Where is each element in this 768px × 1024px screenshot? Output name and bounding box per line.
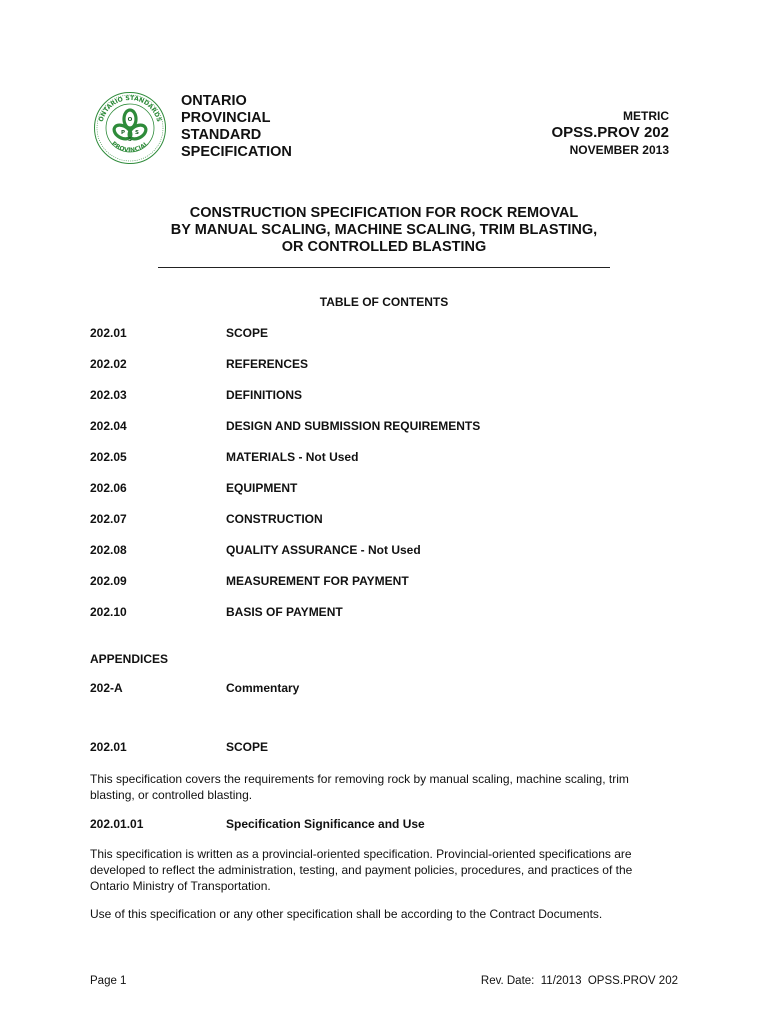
toc-item-number: 202.07 (90, 512, 127, 526)
toc-heading: TABLE OF CONTENTS (319, 295, 449, 309)
revision-info: Rev. Date: 11/2013 OPSS.PROV 202 (480, 975, 678, 987)
toc-item-title: SCOPE (226, 326, 269, 340)
toc-item-title: MATERIALS - Not Used (226, 450, 359, 464)
seal-letter-o: O (127, 117, 133, 123)
seal-letter-p: P (120, 130, 126, 136)
toc-item-title: EQUIPMENT (226, 481, 298, 495)
ops-seal-logo (93, 91, 167, 165)
toc-item-number: 202.05 (90, 450, 127, 464)
toc-item-title: BASIS OF PAYMENT (226, 605, 343, 619)
toc-item-number: 202.06 (90, 481, 127, 495)
metric-label: METRIC (623, 109, 669, 123)
toc-item-title: CONSTRUCTION (226, 512, 323, 526)
toc-item-number: 202.01 (90, 326, 127, 340)
toc-item-title: Commentary (226, 681, 300, 695)
toc-item-number: 202.02 (90, 357, 127, 371)
toc-item-title: DESIGN AND SUBMISSION REQUIREMENTS (226, 419, 481, 433)
page-number: Page 1 (90, 975, 127, 987)
paragraph-line: Ontario Ministry of Transportation. (90, 879, 271, 893)
org-line: SPECIFICATION (181, 144, 292, 160)
paragraph-line: developed to reflect the administration, testing, and payment policies, procedures, and practices of the (90, 863, 633, 877)
toc-item-number: 202.03 (90, 388, 127, 402)
org-line: PROVINCIAL (181, 110, 271, 126)
appendices-heading: APPENDICES (90, 652, 169, 666)
org-line: STANDARD (181, 127, 262, 143)
title-divider (158, 267, 610, 268)
document-number: OPSS.PROV 202 (551, 124, 669, 141)
toc-item-number: 202.10 (90, 605, 127, 619)
title-line: CONSTRUCTION SPECIFICATION FOR ROCK REMOVAL (189, 205, 579, 221)
scope-paragraph (90, 771, 678, 803)
toc-item-number: 202-A (90, 681, 123, 695)
subsection-title: Specification Significance and Use (226, 817, 425, 831)
toc-item-title: QUALITY ASSURANCE - Not Used (226, 543, 421, 557)
section-number: 202.01 (90, 740, 127, 754)
document-date: NOVEMBER 2013 (569, 143, 669, 157)
toc-item-title: MEASUREMENT FOR PAYMENT (226, 574, 409, 588)
paragraph-line: This specification covers the requirements for removing rock by manual scaling, machine scaling, trim (90, 772, 629, 786)
title-line: BY MANUAL SCALING, MACHINE SCALING, TRIM BLASTING, (170, 222, 598, 238)
toc-item-number: 202.08 (90, 543, 127, 557)
paragraph-line: blasting, or controlled blasting. (90, 788, 253, 802)
toc-item-number: 202.09 (90, 574, 127, 588)
organization-name (181, 93, 292, 161)
seal-letter-s: S (135, 130, 139, 136)
toc-item-number: 202.04 (90, 419, 127, 433)
use-paragraph: Use of this specification or any other specification shall be according to the Contract Documents. (90, 907, 603, 921)
org-line: ONTARIO (181, 93, 247, 109)
seal-letter-s2: S (128, 137, 132, 143)
seal-top-text: ONTARIO STANDARDS (97, 94, 163, 123)
title-line: OR CONTROLLED BLASTING (281, 239, 487, 255)
subsection-number: 202.01.01 (90, 817, 144, 831)
toc-item-title: REFERENCES (226, 357, 309, 371)
paragraph-line: This specification is written as a provincial-oriented specification. Provincial-oriented specifications are (90, 847, 632, 861)
document-title (0, 205, 768, 256)
toc-item-title: DEFINITIONS (226, 388, 303, 402)
seal-bottom-text: PROVINCIAL (110, 140, 150, 154)
section-title: SCOPE (226, 740, 269, 754)
significance-paragraph (90, 846, 678, 894)
